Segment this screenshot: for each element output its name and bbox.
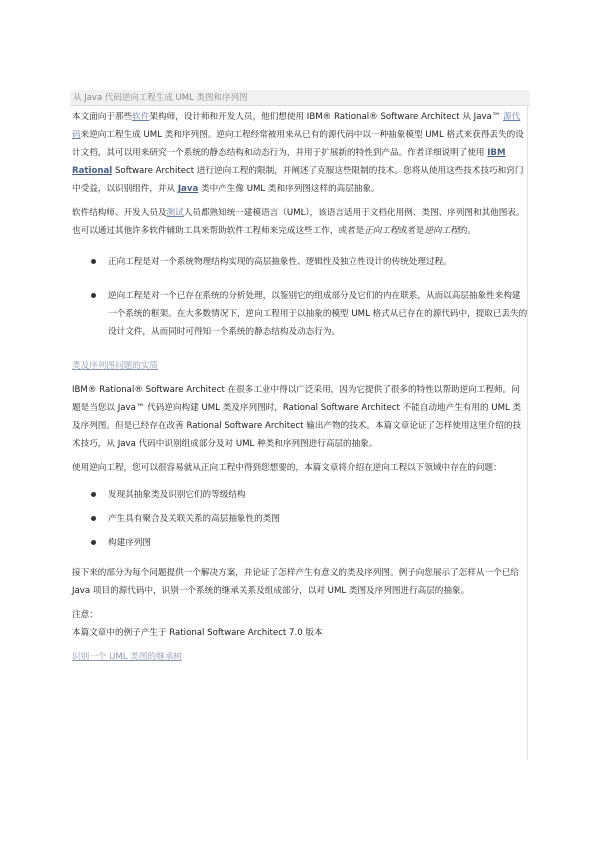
article-title: 从 Java 代码逆向工程生成 UML 类图和序列图	[70, 90, 530, 106]
intro-paragraph	[72, 108, 528, 198]
bullet-icon	[91, 492, 96, 497]
section-heading-inheritance[interactable]	[72, 648, 528, 666]
list-item: 构建序列图	[72, 534, 528, 552]
link-software[interactable]: 软件	[132, 112, 150, 122]
note-label: 注意：	[72, 610, 98, 620]
link-rational[interactable]: Rational	[72, 166, 113, 176]
bullet-icon	[91, 259, 96, 264]
para2-text-3: 或者是	[398, 226, 425, 236]
link-testing[interactable]: 测试	[166, 208, 184, 218]
para2-text-2: 人员都熟知统一建模语言（UML），该语言适用于文档化用例、类图、序列图和其他图表。也可以通过其他许多软件辅助工具来帮助软件工程师来完成这些工作，或者是	[72, 208, 525, 236]
link-java[interactable]: Java	[177, 184, 199, 194]
forward-engineering-term: 正向工程	[364, 226, 399, 236]
list-item: 正向工程是对一个系统物理结构实现的高层抽象性、逻辑性及独立性设计的传统处理过程。	[72, 253, 528, 271]
intro-text-5: Software Architect 进行逆向工程的限制，并阐述了克服这些限制的技术。您将从使用这些技术技巧和窍门中受益，以识别组件，并从	[72, 166, 524, 194]
section-heading-problem[interactable]	[72, 357, 528, 375]
bullet-icon	[91, 293, 96, 298]
bullet-icon	[91, 540, 96, 545]
reverse-engineering-term: 逆向工程	[424, 226, 459, 236]
section-link-problem[interactable]: 类及序列图问题的实质	[72, 361, 158, 371]
para2-text-4: 的。	[458, 226, 476, 236]
section-link-inheritance[interactable]: 识别一个 UML 类图的继承树	[72, 652, 182, 662]
link-source-code[interactable]: 源代码	[72, 112, 521, 140]
link-ibm[interactable]: IBM	[487, 148, 506, 158]
rsa-paragraph: IBM® Rational® Software Architect 在很多工业中得以广泛采用，因为它提供了很多的特性以帮助逆向工程师。问题是当您以 Java™ 代码逆向构建 UML 类及序列图时，Rational Software Architect 不能自动地产生有用的 UML 类及序列图。但是已经存在改善 Rational Software Architect 输出产物的技术。本篇文章论证了怎样使用这里介绍的技术技巧，从 Java 代码中识别组成部分及对 UML 种类和序列图进行高层的抽象。	[72, 385, 522, 449]
intro-text-1: 本文面向于那些	[72, 112, 133, 122]
problems-intro-paragraph: 使用逆向工程，您可以很容易就从正向工程中得到您想要的，本篇文章将介绍在逆向工程以下领域中存在的问题：	[72, 463, 502, 473]
list-item: 逆向工程是对一个已存在系统的分析处理，以鉴别它的组成部分及它们的内在联系，从而以高层抽象性来构建一个系统的框架。在大多数情况下，逆向工程用于以抽象的模型 UML 格式从已存在的源代码中，提取已丢失的设计文件，从而同时可得知一个系统的静态结构及动态行为。	[72, 287, 528, 341]
article-body	[72, 108, 528, 666]
uml-paragraph	[72, 204, 528, 240]
list-item: 发现其抽象类及识别它们的等级结构	[72, 486, 528, 504]
next-sections-paragraph: 接下来的部分为每个问题提供一个解决方案，并论证了怎样产生有意义的类及序列图。例子向您展示了怎样从一个已给 Java 项目的源代码中，识别一个系统的继承关系及组成部分，以对 UML 类图及序列图进行高层的抽象。	[72, 568, 519, 596]
list-item: 产生具有聚合及关联关系的高层抽象性的类图	[72, 510, 528, 528]
intro-text-3: 来逆向工程生成 UML 类和序列图。逆向工程经常被用来从已有的源代码中以一种抽象模型 UML 格式来获得丢失的设计文档，其可以用来研究一个系统的静态结构和动态行为，并用于扩展新的特性到产品。作者详细说明了使用	[72, 130, 524, 158]
intro-text-6: 类中产生像 UML 类和序列图这样的高层抽象。	[198, 184, 380, 194]
problem-areas-list	[72, 486, 528, 552]
note-text: 本篇文章中的例子产生于 Rational Software Architect 7.0 版本	[72, 628, 323, 638]
intro-text-2: 架构师，设计师和开发人员，他们想使用 IBM® Rational® Software Architect 从 Java™	[149, 112, 504, 122]
engineering-definitions-list	[72, 253, 528, 341]
bullet-icon	[91, 516, 96, 521]
para2-text-1: 软件结构师、开发人员及	[72, 208, 167, 218]
